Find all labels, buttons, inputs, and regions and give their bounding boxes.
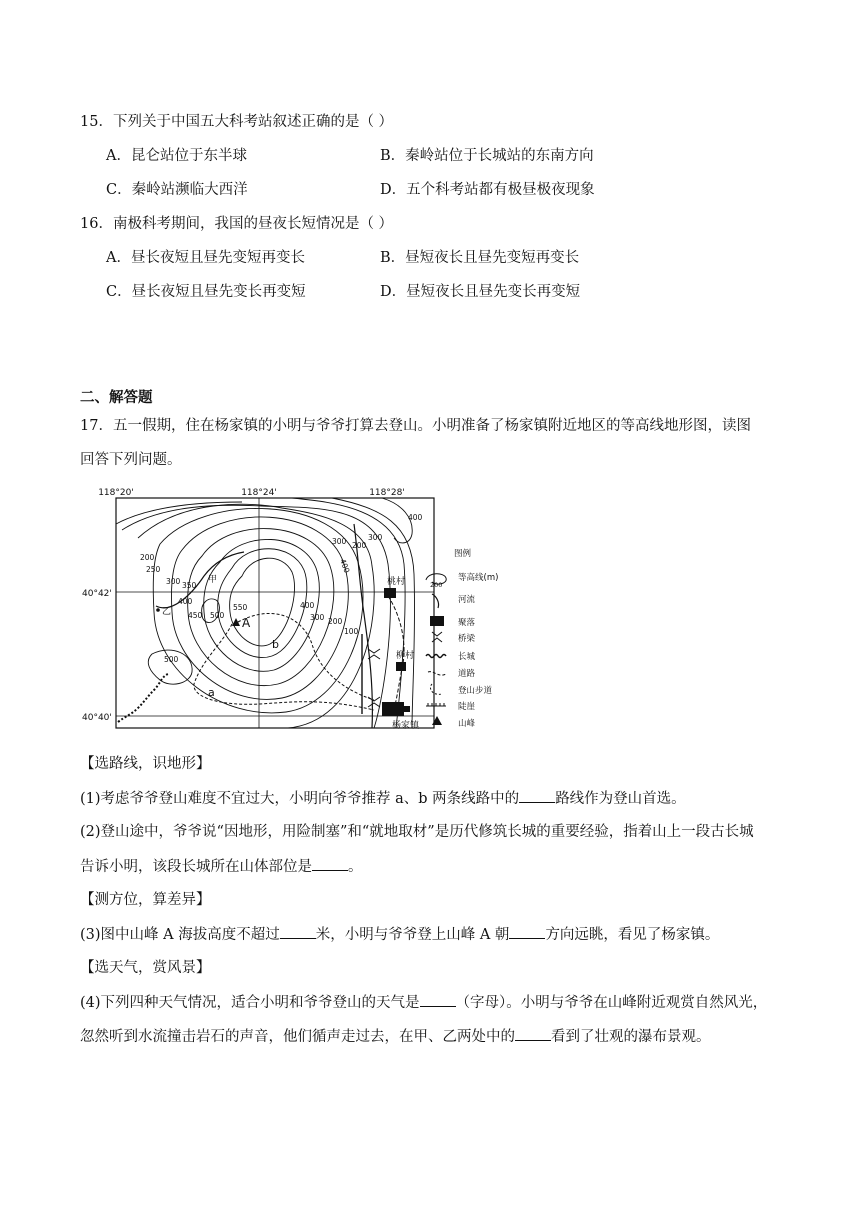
lat-label-1: 40°42': [82, 589, 112, 599]
contour-label: 550: [233, 603, 248, 612]
q16-option-b: B．昼短夜长且昼先变短再变长: [380, 250, 580, 266]
q17-part-2-line1: (2)登山途中，爷爷说“因地形，用险制塞”和“就地取材”是历代修筑长城的重要经验，指着山上一段古长城: [80, 824, 754, 840]
q15-option-b: B．秦岭站位于长城站的东南方向: [380, 148, 594, 164]
q17-part-1: [80, 788, 686, 809]
village-taocun-label: 桃村: [387, 577, 406, 587]
settlement-liucun: [396, 662, 406, 671]
q15-option-c: C．秦岭站濒临大西洋: [106, 182, 248, 198]
lat-label-2: 40°40': [82, 713, 112, 723]
q15-stem: 15．下列关于中国五大科考站叙述正确的是（ ）: [80, 114, 394, 130]
q16-stem: 16．南极科考期间，我国的昼夜长短情况是（ ）: [80, 216, 394, 232]
q16-option-a: A．昼长夜短且昼先变短再变长: [106, 250, 305, 266]
q16-option-c: C．昼长夜短且昼先变长再变短: [106, 284, 306, 300]
answer-blank[interactable]: [280, 924, 316, 939]
lon-label-2: 118°24': [241, 488, 277, 498]
legend-trail-icon: [430, 684, 442, 694]
settlement-yangjiazhen: [382, 702, 404, 716]
q17-stem-line2: 回答下列问题。: [80, 452, 182, 468]
legend-road-icon: [428, 672, 446, 675]
bridge-1: [368, 649, 380, 659]
q17-part-4-line2: [80, 1026, 711, 1047]
legend-contour-label: 等高线(m): [458, 573, 499, 583]
map-legend: [426, 548, 498, 729]
legend-peak-label: 山峰: [458, 719, 476, 729]
contour-labels: [140, 513, 423, 664]
contour-label: 400: [338, 557, 352, 575]
point-yi-label: 乙: [162, 607, 172, 617]
legend-settlement-label: 聚落: [458, 618, 476, 628]
q17-part-2-text-c: 。: [348, 859, 363, 875]
q17-part-3-text-a: (3)图中山峰 A 海拔高度不超过: [80, 927, 280, 943]
lon-label-3: 118°28': [369, 488, 405, 498]
q17-part-3-text-b: 米，小明与爷爷登上山峰 A 朝: [315, 927, 510, 943]
q16-option-d: D．昼短夜长且昼先变长再变短: [380, 284, 581, 300]
answer-blank[interactable]: [515, 1026, 551, 1041]
q17-part-4-text-d: 看到了壮观的瀑布景观。: [551, 1029, 711, 1045]
contour-label: 450: [188, 611, 203, 620]
contour-label: 300: [166, 577, 181, 586]
q17-part-4-text-b: （字母）。小明与爷爷在山峰附近观赏自然风光，: [455, 995, 768, 1011]
q17-part-4-text-c: 忽然听到水流撞击岩石的声音，他们循声走过去，在甲、乙两处中的: [80, 1029, 515, 1045]
contour-label: 400: [300, 601, 315, 610]
settlement-yangjiazhen-extra: [404, 706, 410, 712]
q17-part-3-text-c: 方向远眺，看见了杨家镇。: [545, 927, 720, 943]
town-label: 杨家镇: [392, 721, 420, 731]
contour-label: 250: [146, 565, 161, 574]
legend-title: 图例: [454, 549, 472, 559]
point-yi-marker: [156, 608, 160, 612]
legend-river-icon: [432, 594, 439, 608]
contour-label: 200: [352, 541, 367, 550]
contour-label: 300: [368, 533, 383, 542]
point-jia-label: 甲: [208, 575, 218, 585]
legend-cliff-label: 陡崖: [458, 702, 476, 712]
q15-option-a: A．昆仑站位于东半球: [106, 148, 247, 164]
q17-part-1-text-b: 路线作为登山首选。: [555, 791, 686, 807]
trail-a-label: a: [208, 686, 215, 699]
legend-cliff-icon: [426, 703, 446, 706]
q17-stem-line1: 17．五一假期，住在杨家镇的小明与爷爷打算去登山。小明准备了杨家镇附近地区的等高线地形图，读图: [80, 418, 751, 434]
q17-heading-3: 【选天气，赏风景】: [80, 960, 211, 976]
contour-map: [82, 484, 499, 732]
contour-label: 100: [344, 627, 359, 636]
settlement-taocun: [384, 588, 396, 598]
q15-option-d: D．五个科考站都有极昼极夜现象: [380, 182, 595, 198]
q17-part-4-text-a: (4)下列四种天气情况，适合小明和爷爷登山的天气是: [80, 995, 420, 1011]
legend-wall-icon: [426, 655, 446, 658]
contour-label: 300: [332, 537, 347, 546]
answer-blank[interactable]: [519, 788, 555, 803]
legend-trail-label: 登山步道: [458, 686, 493, 696]
q17-heading-2: 【测方位，算差异】: [80, 892, 211, 908]
q17-part-4-line1: [80, 992, 767, 1013]
legend-bridge-label: 桥梁: [458, 634, 476, 644]
q17-heading-1: 【选路线，识地形】: [80, 756, 211, 772]
answer-blank[interactable]: [420, 992, 456, 1007]
legend-wall-label: 长城: [458, 652, 476, 662]
q17-part-2-text-b: 告诉小明，该段长城所在山体部位是: [80, 859, 312, 875]
contour-label: 200: [328, 617, 343, 626]
contour-label: 500: [164, 655, 179, 664]
answer-blank[interactable]: [312, 856, 348, 871]
contour-label: 200: [140, 553, 155, 562]
q17-part-1-text-a: (1)考虑爷爷登山难度不宜过大，小明向爷爷推荐 a、b 两条线路中的: [80, 791, 520, 807]
contour-label: 400: [178, 597, 193, 606]
contour-label: 300: [310, 613, 325, 622]
bridge-2: [368, 697, 380, 707]
legend-settlement-icon: [430, 616, 444, 626]
section-heading: 二、解答题: [80, 389, 153, 406]
trail-b-label: b: [272, 638, 279, 651]
lon-label-1: 118°20': [98, 488, 134, 498]
great-wall-path: [118, 674, 168, 722]
q17-part-3: [80, 924, 719, 945]
village-liucun-label: 柳村: [396, 651, 415, 661]
legend-road-label: 道路: [458, 669, 476, 679]
contour-label: 350: [182, 581, 197, 590]
peak-a-label: A: [242, 616, 251, 630]
contour-label: 500: [210, 611, 225, 620]
legend-contour-value: 200: [430, 581, 443, 589]
answer-blank[interactable]: [509, 924, 545, 939]
legend-river-label: 河流: [458, 595, 476, 605]
contour-label: 400: [408, 513, 423, 522]
q17-part-2-line2: [80, 856, 363, 877]
